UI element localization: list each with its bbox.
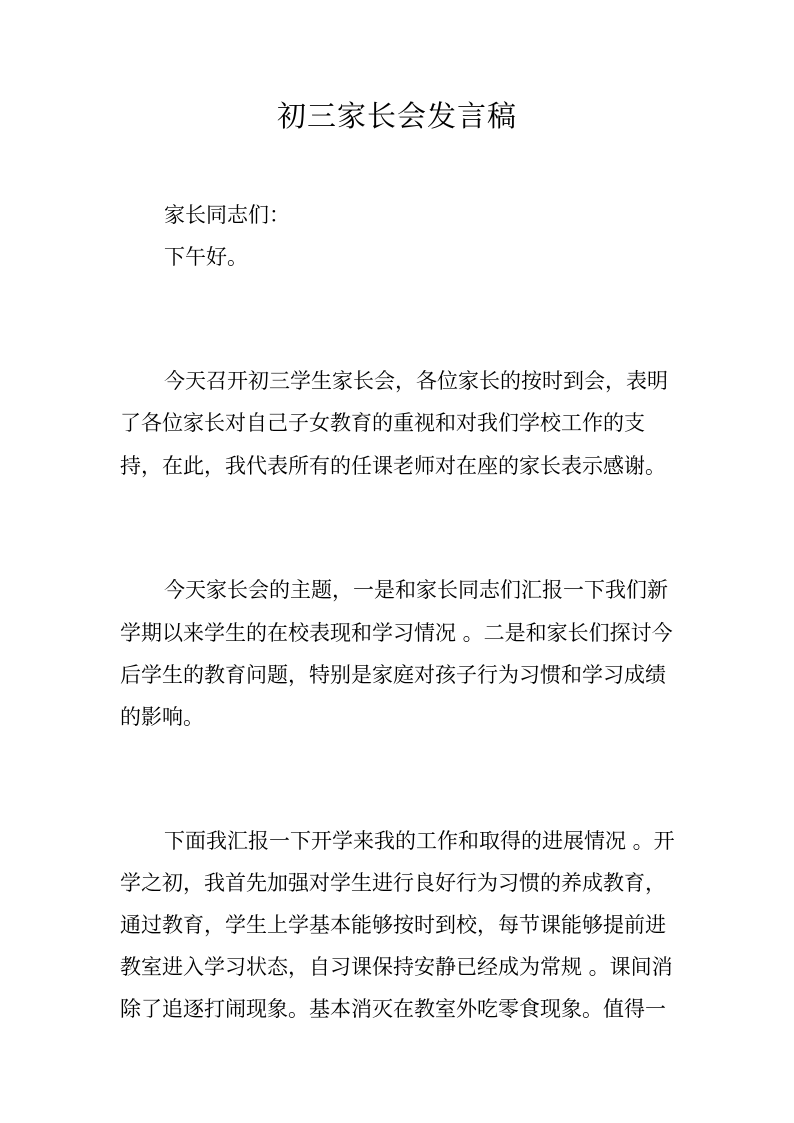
paragraph-line: 今天召开初三学生家长会，各位家长的按时到会，表明	[164, 369, 668, 393]
paragraph-line: 的影响。	[120, 705, 204, 729]
greeting: 下午好。	[164, 245, 248, 269]
paragraph-line: 学之初，我首先加强对学生进行良好行为习惯的养成教育，	[120, 871, 666, 895]
paragraph-line: 了各位家长对自己子女教育的重视和对我们学校工作的支	[120, 411, 645, 435]
paragraph-line: 除了追逐打闹现象。基本消灭在教室外吃零食现象。值得一	[120, 997, 666, 1021]
paragraph-line: 后学生的教育问题，特别是家庭对孩子行为习惯和学习成绩	[120, 663, 666, 687]
salutation: 家长同志们：	[164, 203, 290, 227]
paragraph-line: 通过教育，学生上学基本能够按时到校，每节课能够提前进	[120, 913, 666, 937]
paragraph-line: 持，在此，我代表所有的任课老师对在座的家长表示感谢。	[120, 454, 666, 478]
paragraph-line: 教室进入学习状态，自习课保持安静已经成为常规 。课间消	[120, 955, 673, 979]
paragraph-line: 今天家长会的主题，一是和家长同志们汇报一下我们新	[164, 578, 668, 602]
paragraph-line: 下面我汇报一下开学来我的工作和取得的进展情况 。开	[164, 829, 675, 853]
paragraph-line: 学期以来学生的在校表现和学习情况 。二是和家长们探讨今	[120, 621, 673, 645]
document-title: 初三家长会发言稿	[276, 99, 517, 133]
